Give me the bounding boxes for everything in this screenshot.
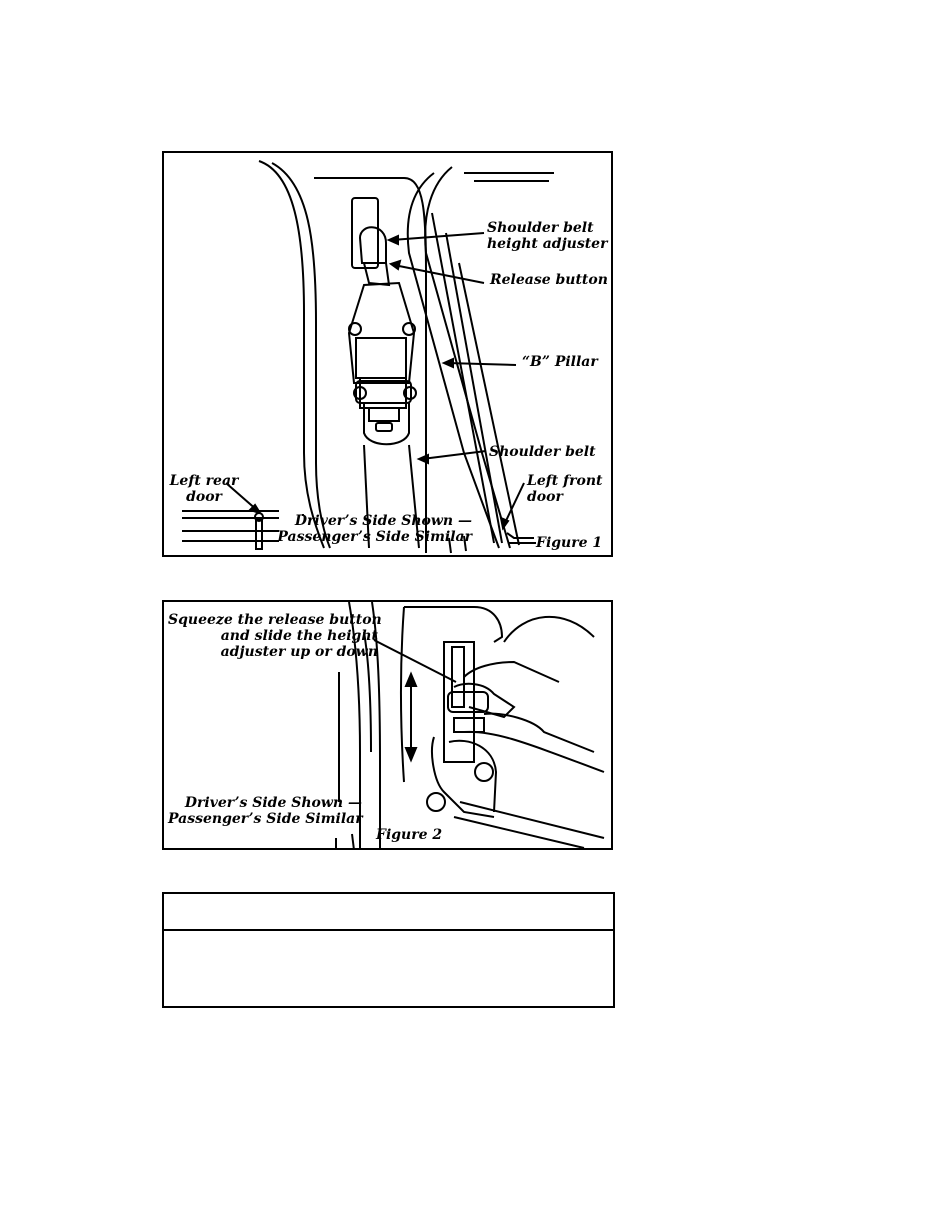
figure-caption: Figure 1 (536, 535, 603, 551)
instruction-label (168, 612, 382, 660)
left-rear-door-label (168, 473, 240, 505)
side-note-label (168, 795, 362, 827)
label-line: Left front (527, 473, 603, 489)
label-line: adjuster up or down (220, 644, 378, 660)
label-line: Squeeze the release button (168, 612, 382, 628)
left-front-door-label (527, 473, 603, 505)
label-line: height adjuster (487, 236, 608, 252)
notice-box-header (164, 894, 613, 931)
label-line: and slide the height (220, 628, 378, 644)
figure-caption: Figure 2 (376, 827, 443, 843)
label-line: Left rear (169, 473, 239, 489)
shoulder-belt-label: Shoulder belt (489, 444, 596, 460)
label-line: Shoulder belt (487, 220, 594, 236)
side-note-label (276, 513, 472, 545)
figure-1 (162, 151, 613, 557)
label-line: Passenger’s Side Similar (277, 529, 472, 545)
label-line: Passenger’s Side Similar (168, 811, 363, 827)
label-line: Driver’s Side Shown — (294, 513, 472, 529)
shoulder-belt-height-adjuster-label (487, 220, 607, 252)
notice-box (162, 892, 615, 1008)
label-line: door (186, 489, 222, 505)
b-pillar-label: “B” Pillar (522, 354, 598, 370)
figure-2 (162, 600, 613, 850)
release-button-label: Release button (490, 272, 608, 288)
label-line: Driver’s Side Shown — (184, 795, 362, 811)
label-line: door (527, 489, 563, 505)
